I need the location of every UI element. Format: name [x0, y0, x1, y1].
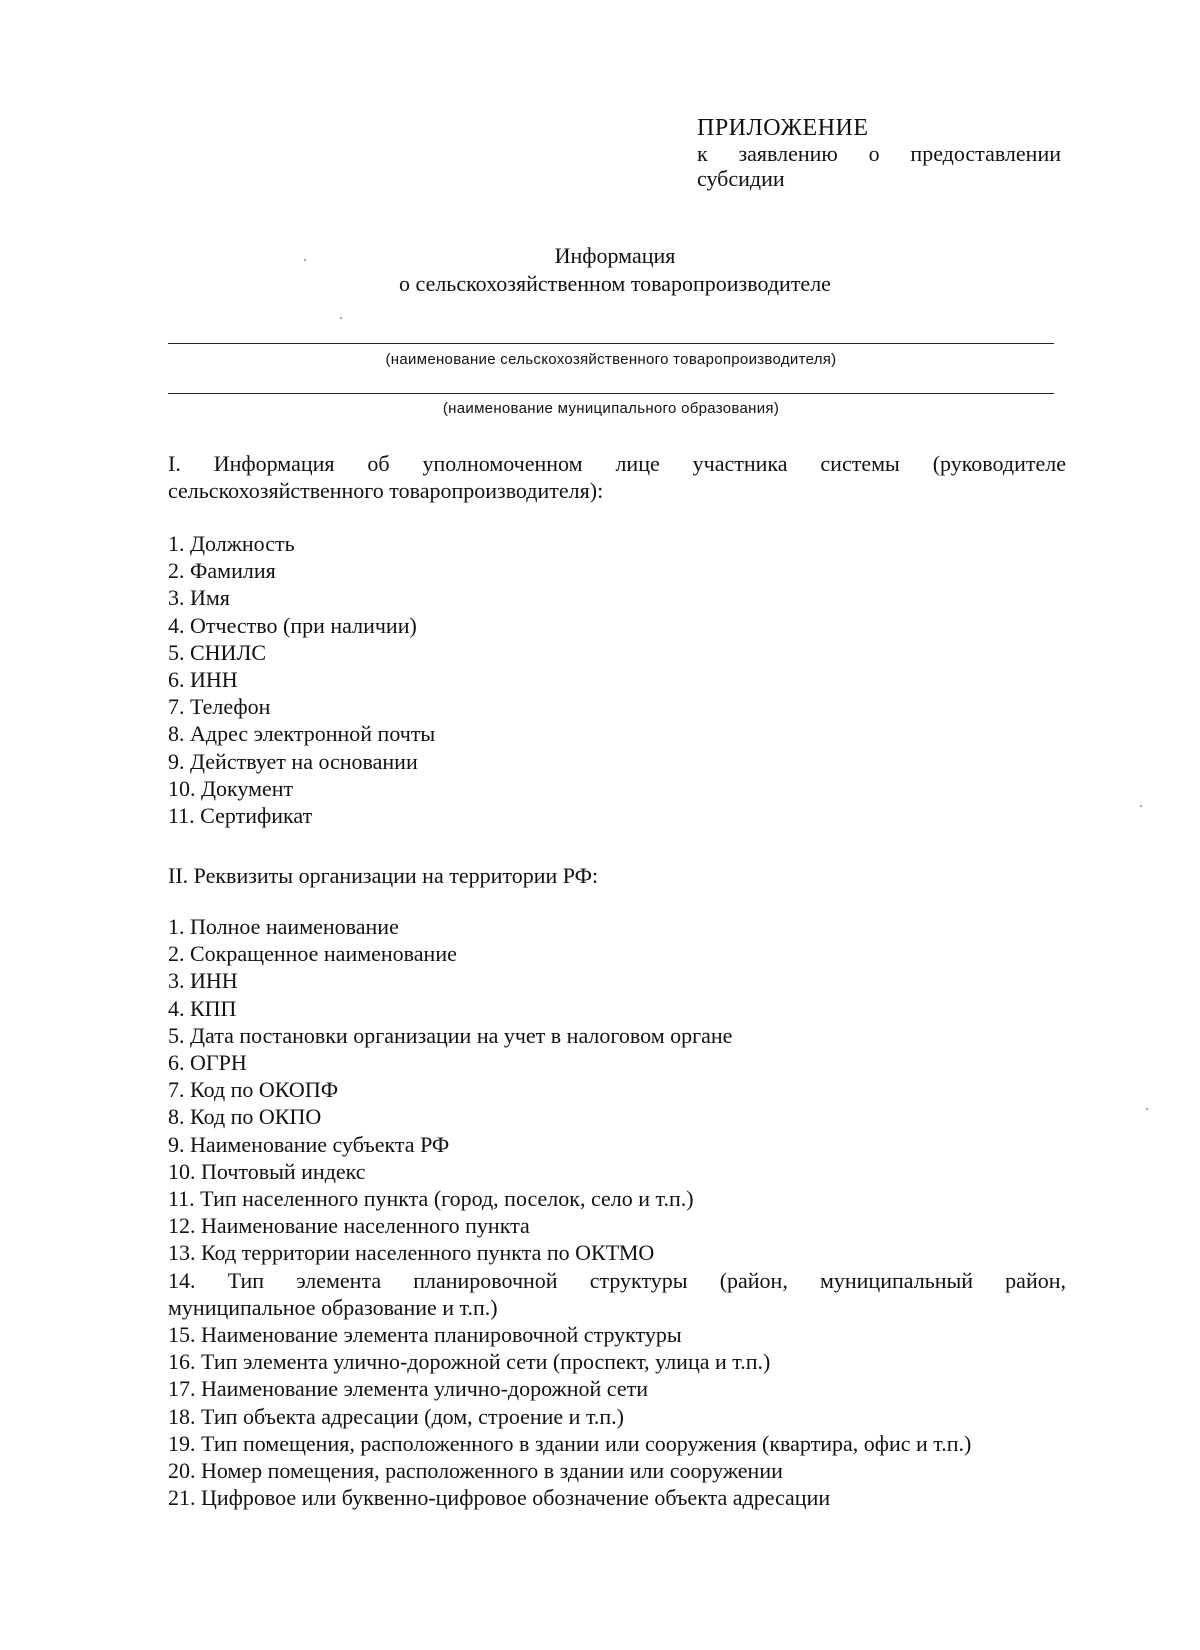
list-item: 16. Тип элемента улично-дорожной сети (проспект, улица и т.п.) — [168, 1349, 771, 1375]
list-item: 6. ОГРН — [168, 1050, 247, 1076]
appendix-line-1: к заявлению о предоставлении — [697, 141, 1061, 166]
list-item: 8. Адрес электронной почты — [168, 721, 436, 747]
municipality-line — [168, 393, 1054, 394]
section-1-list — [168, 530, 1066, 829]
scan-speck — [1146, 1108, 1148, 1110]
list-item: 11. Сертификат — [168, 803, 313, 829]
scan-speck — [1140, 805, 1142, 807]
list-item: 7. Телефон — [168, 694, 271, 720]
section-1-heading-line-1: I. Информация об уполномоченном лице участника системы (руководителе — [168, 451, 1066, 476]
list-item: 9. Действует на основании — [168, 748, 418, 774]
list-item-14 — [168, 1267, 1066, 1321]
section-1-heading-line-2: сельскохозяйственного товаропроизводителя): — [168, 478, 604, 503]
list-item: 1. Полное наименование — [168, 914, 399, 939]
municipality-caption: (наименование муниципального образования) — [442, 400, 780, 417]
list-item: 3. ИНН — [168, 968, 238, 994]
list-item: 18. Тип объекта адресации (дом, строение и т.п.) — [168, 1403, 625, 1429]
appendix-title: ПРИЛОЖЕНИЕ — [697, 115, 869, 141]
list-item: 4. КПП — [168, 995, 237, 1021]
list-item: 15. Наименование элемента планировочной структуры — [168, 1322, 682, 1348]
list-item: 10. Почтовый индекс — [168, 1158, 366, 1184]
scan-speck — [340, 317, 342, 319]
list-item-14-line-1: 14. Тип элемента планировочной структуры (район, муниципальный район, — [168, 1267, 1066, 1293]
appendix-block — [697, 116, 1061, 191]
list-item: 5. СНИЛС — [168, 639, 267, 665]
list-item: 12. Наименование населенного пункта — [168, 1213, 530, 1239]
list-item: 2. Фамилия — [168, 558, 276, 584]
list-item: 8. Код по ОКПО — [168, 1104, 322, 1130]
list-item: 2. Сокращенное наименование — [168, 941, 457, 967]
list-item: 19. Тип помещения, расположенного в здании или сооружения (квартира, офис и т.п.) — [168, 1430, 972, 1456]
producer-name-caption: (наименование сельскохозяйственного товаропроизводителя) — [385, 351, 837, 368]
list-item: 10. Документ — [168, 775, 294, 801]
section-1-heading — [168, 450, 1066, 504]
list-item: 11. Тип населенного пункта (город, поселок, село и т.п.) — [168, 1186, 694, 1212]
list-item: 13. Код территории населенного пункта по ОКТМО — [168, 1240, 655, 1266]
section-2-heading: II. Реквизиты организации на территории РФ: — [168, 863, 599, 888]
list-item: 21. Цифровое или буквенно-цифровое обозначение объекта адресации — [168, 1485, 831, 1511]
list-item: 1. Должность — [168, 531, 295, 556]
list-item: 17. Наименование элемента улично-дорожной сети — [168, 1376, 648, 1402]
scan-speck — [304, 259, 306, 261]
list-item: 4. Отчество (при наличии) — [168, 612, 417, 638]
document-subtitle: о сельскохозяйственном товаропроизводителе — [399, 271, 831, 296]
list-item: 20. Номер помещения, расположенного в здании или сооружении — [168, 1458, 783, 1484]
list-item: 6. ИНН — [168, 667, 238, 693]
section-2-list — [168, 913, 1066, 1511]
list-item: 5. Дата постановки организации на учет в налоговом органе — [168, 1022, 733, 1048]
list-item: 9. Наименование субъекта РФ — [168, 1131, 450, 1157]
list-item: 7. Код по ОКОПФ — [168, 1077, 339, 1103]
document-title: Информация — [554, 243, 676, 268]
appendix-line-2: субсидии — [697, 166, 785, 191]
list-item: 3. Имя — [168, 585, 230, 611]
producer-name-line — [168, 343, 1054, 344]
list-item-14-line-2: муниципальное образование и т.п.) — [168, 1294, 498, 1320]
